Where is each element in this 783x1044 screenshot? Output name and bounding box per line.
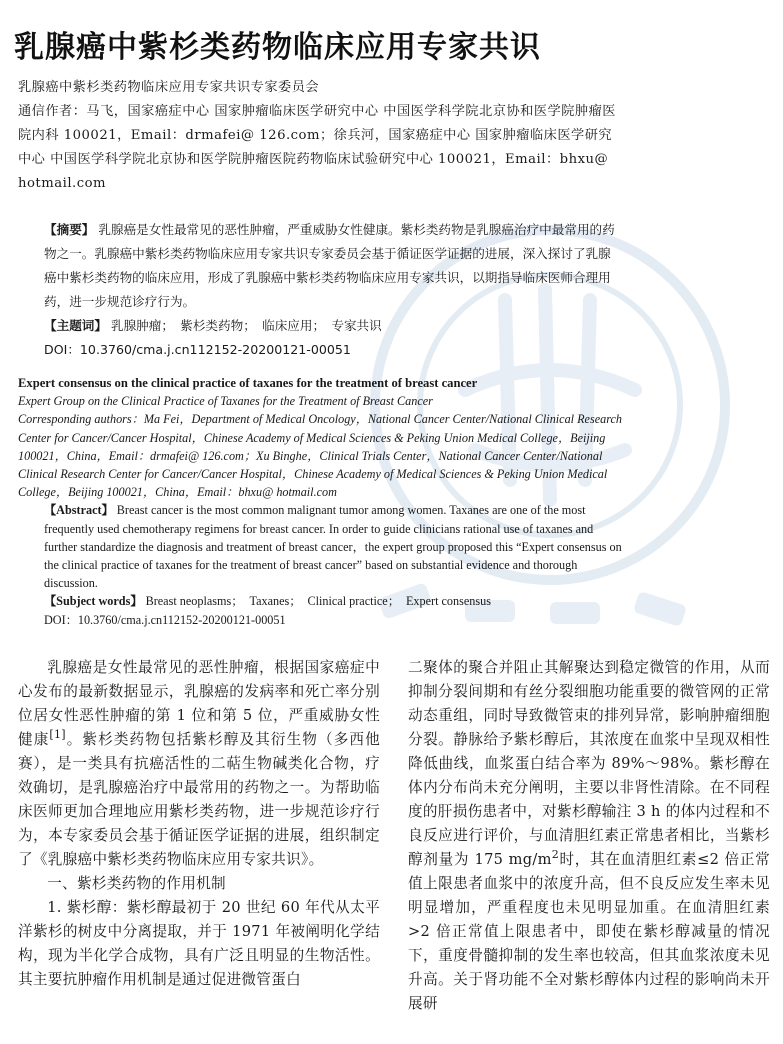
english-abstract [18,374,623,629]
body-column-left [18,656,380,1041]
author-group: 乳腺癌中紫杉类药物临床应用专家共识专家委员会 [18,80,320,95]
body-column-right [408,656,770,1041]
section-heading: 一、紫杉类药物的作用机制 [47,875,226,892]
paragraph: 二聚体的聚合并阻止其解聚达到稳定微管的作用，从而抑制分裂间期和有丝分裂细胞功能重要的微管网的正常动态重组，同时导致微管束的排列异常，影响肿瘤细胞分裂。静脉给予紫杉醇后，其浓度在血浆中呈现双相性降低曲线，血浆蛋白结合率为 89%～98%。紫杉醇在体内分布尚未充分阐明，主要以非肾性清除。在不同程度的肝损伤患者中，对紫杉醇输注 3 h 的体内过程和不良反应进行评价，与血清胆红素正常患者相比，当紫杉醇剂量为 175 $mg/m^2$时，其在血清胆红素≤2 倍正常值上限患者血浆中的浓度升高，但不良反应发生率未见明显增加，严重程度也未见明显加重。在血清胆红素>2 倍正常值上限患者中，即使在紫杉醇减量的情况下，重度骨髓抑制的发生率也较高，但其血浆浓度未见升高。关于肾功能不全对紫杉醇体内过程的影响尚未开展研 [408,659,770,1012]
author-info [18,76,623,196]
english-keywords: Breast neoplasms； Taxanes； Clinical practice； Expert consensus [145,594,491,609]
english-group: Expert Group on the Clinical Practice of Taxanes for the Treatment of Breast Cancer [18,394,433,409]
keywords-cn-label: 【主题词】 [44,318,107,333]
english-doi: DOI：10.3760/cma.j.cn112152-20200121-00051 [44,612,286,627]
paragraph: 1. 紫杉醇：紫杉醇最初于 20 世纪 60 年代从太平洋紫杉的树皮中分离提取，并于 1971 年被阐明化学结构，现为半化学合成物，具有广泛且明显的生物活性。其主要抗肿瘤作用机制是通过促进微管蛋白 [18,899,380,988]
english-abstract-text: Breast cancer is the most common malignant tumor among women. Taxanes are one of the most frequently used chemotherapy regimens for breast cancer. In order to guide clinicians rational use of taxanes and further standardize the diagnosis and treatment of breast cancer，the expert group proposed this “Expert consensus on the clinical practice of taxanes for the treatment of breast cancer” based on substantial evidence and thorough discussion. [44,503,622,591]
doi-cn: DOI：10.3760/cma.j.cn112152-20200121-00051 [44,342,351,357]
english-title: Expert consensus on the clinical practice of taxanes for the treatment of breast cancer [18,376,478,390]
english-keywords-label: 【Subject words】 [44,594,143,609]
abstract-cn-text: 乳腺癌是女性最常见的恶性肿瘤，严重威胁女性健康。紫杉类药物是乳腺癌治疗中最常用的药物之一。乳腺癌中紫杉类药物临床应用专家共识专家委员会基于循证医学证据的进展，深入探讨了乳腺癌中紫杉类药物的临床应用，形成了乳腺癌中紫杉类药物临床应用专家共识，以期指导临床医师合理用药，进一步规范诊疗行为。 [44,222,615,309]
english-abstract-label: 【Abstract】 [44,503,114,518]
keywords-cn: 乳腺肿瘤； 紫杉类药物； 临床应用； 专家共识 [110,318,382,333]
article-title: 乳腺癌中紫杉类药物临床应用专家共识 [14,30,541,66]
paragraph: 乳腺癌是女性最常见的恶性肿瘤，根据国家癌症中心发布的最新数据显示，乳腺癌的发病率和死亡率分别位居女性恶性肿瘤的第 1 位和第 5 位，严重威胁女性健康[1]。紫杉类药物包括紫杉醇及其衍生物（多西他赛），是一类具有抗癌活性的二萜生物碱类化合物，疗效确切，是乳腺癌治疗中最常用的药物之一。为帮助临床医师更加合理地应用紫杉类药物，进一步规范诊疗行为，本专家委员会基于循证医学证据的进展，组织制定了《乳腺癌中紫杉类药物临床应用专家共识》。 [18,659,380,868]
abstract-cn-label: 【摘要】 [44,222,95,237]
superscript: 2 [551,848,560,862]
reference-marker: [1] [49,728,66,742]
english-corresponding: Corresponding authors：Ma Fei，Department of Medical Oncology，National Cancer Center/National Clinical Research Center for Cancer/Cancer Hospital，Chinese Academy of Medical Sciences & Peking Union Medical College，Beijing 100021，China，Email：drmafei@ 126.com；Xu Binghe，Clinical Trials Center，National Cancer Center/National Clinical Research Center for Cancer/Cancer Hospital，Chinese Academy of Medical Sciences & Peking Union Medical College，Beijing 100021，China，Email：bhxu@ hotmail.com [18,412,623,500]
abstract-cn [18,218,623,362]
correspondence: 通信作者：马飞，国家癌症中心 国家肿瘤临床医学研究中心 中国医学科学院北京协和医学院肿瘤医院内科 100021，Email：drmafei@ 126.com；徐兵河，国家癌症中心 国家肿瘤临床医学研究中心 中国医学科学院北京协和医学院肿瘤医院药物临床试验研究中心 100021，Email：bhxu@ hotmail.com [18,104,616,191]
